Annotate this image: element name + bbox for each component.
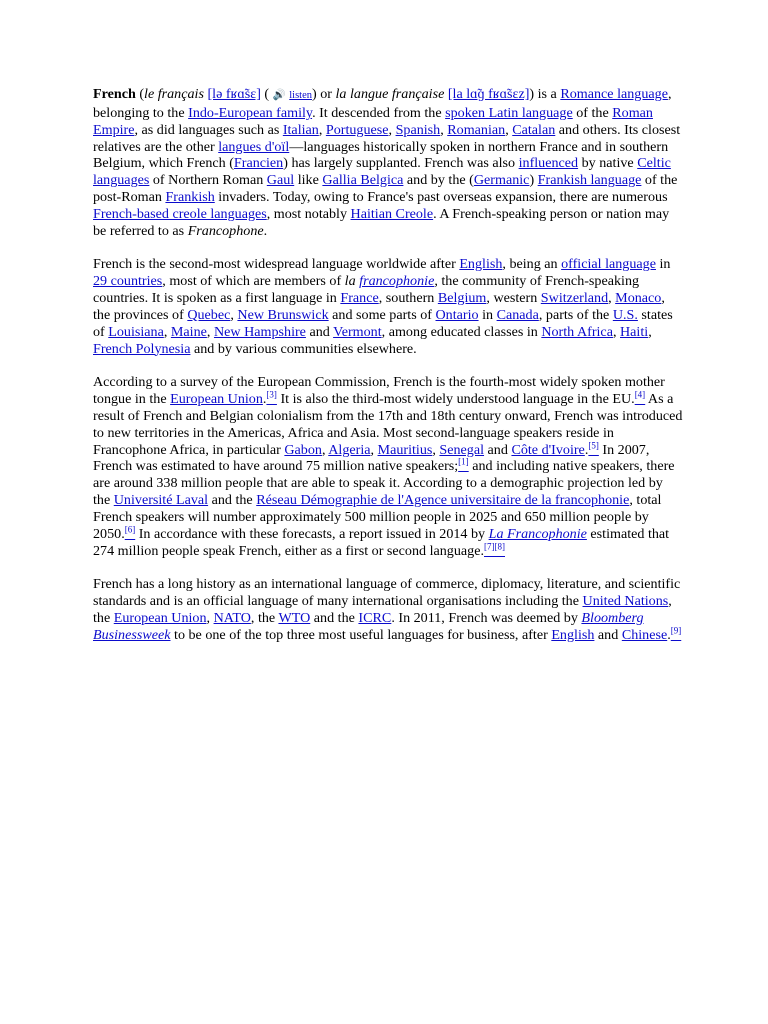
text: (	[260, 86, 273, 102]
speaker-icon: 🔊	[272, 90, 286, 101]
link-francophonie[interactable]	[359, 273, 434, 289]
link-new-hampshire[interactable]: New Hampshire	[213, 323, 306, 340]
text: and including native speakers, there are around 338 million people that are able to speak it. According to a demographic projection led by the	[93, 458, 675, 509]
text: and the	[310, 610, 359, 627]
text: estimated that 274 million people speak French, either as a first or second language.	[93, 525, 670, 559]
link-nato[interactable]: NATO	[213, 610, 251, 627]
link-text: francophonie	[359, 273, 435, 290]
text: ,	[388, 121, 396, 138]
link-italian[interactable]: Italian	[282, 121, 319, 138]
link-catalan[interactable]: Catalan	[512, 121, 556, 138]
text: .	[584, 441, 589, 458]
text: ) or	[312, 86, 336, 102]
text: like	[294, 172, 323, 189]
text: ,	[206, 323, 214, 340]
link-icrc[interactable]: ICRC	[358, 610, 392, 627]
link-switzerland[interactable]: Switzerland	[540, 290, 609, 307]
text: . In 2011, French was deemed by	[391, 610, 582, 627]
text: in	[655, 256, 671, 273]
text: .	[667, 626, 671, 643]
text: , as did languages such as	[134, 121, 283, 138]
link-cote-divoire[interactable]: Côte d'Ivoire	[511, 441, 585, 458]
link-la-francophonie[interactable]	[489, 526, 587, 542]
text: , most notably	[266, 205, 351, 222]
paragraph-international	[93, 576, 683, 643]
text: In 2007, French was estimated to have around 75 million native speakers;	[93, 441, 650, 475]
link-gaul[interactable]: Gaul	[266, 172, 295, 189]
text: , being an	[502, 256, 562, 273]
link-text: Bloomberg Businessweek	[93, 610, 644, 643]
text: —languages historically spoken in northern France and in southern Belgium, which French (	[93, 138, 669, 172]
ref-4[interactable]	[635, 391, 646, 407]
text: ) has largely supplanted. French was also	[283, 155, 519, 172]
link-spoken-latin[interactable]: spoken Latin language	[445, 104, 573, 121]
link-mauritius[interactable]: Mauritius	[377, 441, 433, 458]
link-haiti[interactable]: Haiti	[620, 323, 649, 340]
link-ipa-french[interactable]: [lə fʁɑ̃sɛ]	[207, 86, 261, 102]
text: and	[305, 323, 334, 340]
link-monaco[interactable]: Monaco	[615, 290, 662, 307]
citation: [8]	[494, 541, 505, 551]
link-new-brunswick[interactable]: New Brunswick	[237, 306, 329, 323]
link-reseau-demographie[interactable]: Réseau Démographie de l'Agence universitaire de la francophonie	[256, 492, 630, 509]
text-italic: la	[344, 273, 360, 290]
link-influenced[interactable]: influenced	[518, 155, 579, 172]
link-english[interactable]: English	[459, 256, 503, 273]
text: and	[484, 441, 512, 458]
ref-3[interactable]	[266, 391, 277, 407]
text: and some parts of	[328, 306, 436, 323]
text: , the	[250, 610, 279, 627]
citation: [9]	[670, 625, 682, 636]
link-germanic[interactable]: Germanic	[473, 172, 530, 189]
text: states of	[93, 306, 673, 340]
link-29-countries[interactable]: 29 countries	[93, 273, 163, 290]
paragraph-speakers	[93, 374, 683, 559]
ref-9[interactable]	[671, 627, 682, 643]
link-ipa-langue[interactable]: [la lɑ̃ɡ fʁɑ̃sɛz]	[447, 86, 530, 102]
link-celtic-languages[interactable]: Celtic languages	[93, 155, 671, 189]
text: ,	[648, 323, 652, 340]
text: , total French speakers will number approximately 500 million people in 2025 and 650 million people by 2050.	[93, 492, 662, 542]
link-english[interactable]: English	[551, 626, 595, 643]
text: ,	[432, 441, 440, 458]
citation: [6]	[124, 524, 136, 535]
text-italic: Francophone	[187, 222, 264, 239]
link-haitian-creole[interactable]: Haitian Creole	[350, 205, 434, 222]
link-frankish[interactable]: Frankish	[165, 189, 215, 206]
link-gallia-belgica[interactable]: Gallia Belgica	[322, 172, 404, 189]
link-european-union[interactable]: European Union	[170, 391, 263, 408]
paragraph-intro	[93, 86, 683, 240]
link-louisiana[interactable]: Louisiana	[108, 323, 164, 340]
link-maine[interactable]: Maine	[170, 323, 207, 340]
text: ,	[612, 323, 620, 340]
text: ,	[321, 441, 329, 458]
link-indo-european-family[interactable]: Indo-European family	[188, 104, 313, 121]
link-gabon[interactable]: Gabon	[284, 441, 322, 458]
text: ,	[608, 290, 616, 307]
text: to be one of the top three most useful languages for business, after	[170, 626, 552, 643]
text: invaders. Today, owing to France's past overseas expansion, there are numerous	[214, 189, 668, 206]
text: , the	[93, 593, 672, 627]
text: , parts of the	[538, 306, 613, 323]
link-ontario[interactable]: Ontario	[435, 306, 479, 323]
text: . It descended from the	[312, 104, 446, 121]
link-listen[interactable]: listen	[289, 90, 313, 101]
text: of the post-Roman	[93, 172, 678, 206]
link-north-africa[interactable]: North Africa	[541, 323, 613, 340]
text: ,	[163, 323, 171, 340]
link-francien[interactable]: Francien	[233, 155, 284, 172]
link-france[interactable]: France	[340, 290, 379, 307]
link-vermont[interactable]: Vermont	[333, 323, 382, 340]
citation: [1]	[458, 456, 469, 467]
text: of the	[572, 104, 613, 121]
text: )	[529, 172, 538, 189]
link-frankish-language[interactable]: Frankish language	[537, 172, 642, 189]
link-algeria[interactable]: Algeria	[328, 441, 371, 458]
link-canada[interactable]: Canada	[496, 306, 539, 323]
text: As a result of French and Belgian colonialism from the 17th and 18th century onward, French was introduced to new territories in the Americas, Africa and Asia. Most second-language speakers reside in Francophone Africa, in particular	[93, 391, 683, 458]
link-european-union[interactable]: European Union	[113, 610, 207, 627]
text: in	[478, 306, 497, 323]
paragraph-distribution	[93, 256, 683, 357]
text: ,	[440, 121, 448, 138]
link-romance-language[interactable]: Romance language	[560, 86, 668, 102]
article-body	[93, 86, 683, 661]
text: and by various communities elsewhere.	[190, 340, 417, 357]
link-portuguese[interactable]: Portuguese	[325, 121, 389, 138]
text: , the provinces of	[93, 290, 665, 323]
link-senegal[interactable]: Senegal	[439, 441, 485, 458]
link-french-polynesia[interactable]: French Polynesia	[93, 340, 191, 357]
link-wto[interactable]: WTO	[278, 610, 311, 627]
text: and others. Its closest relatives are the other	[93, 121, 681, 155]
text: (	[135, 86, 145, 102]
text: ) is a	[529, 86, 561, 102]
text: , western	[486, 290, 541, 307]
text-italic: la langue française	[335, 86, 445, 102]
text: and by the (	[403, 172, 474, 189]
link-us[interactable]: U.S.	[612, 306, 638, 323]
text: .	[262, 391, 267, 408]
text: , the community of French-speaking countries. It is spoken as a first language in	[93, 273, 640, 307]
text: .	[263, 222, 268, 239]
text: ,	[206, 610, 214, 627]
text: , most of which are members of	[162, 273, 345, 290]
text: of Northern Roman	[149, 172, 267, 189]
text: ,	[505, 121, 513, 138]
text: According to a survey of the European Commission, French is the fourth-most widely spoken mother tongue in the	[93, 374, 665, 408]
link-french-creole[interactable]: French-based creole languages	[93, 205, 267, 222]
text: ,	[230, 306, 238, 323]
text: ,	[370, 441, 378, 458]
text: French is the second-most widespread language worldwide after	[93, 256, 460, 273]
citation: [4]	[634, 389, 646, 400]
text: In accordance with these forecasts, a report issued in 2014 by	[135, 525, 489, 542]
link-official-language[interactable]: official language	[561, 256, 656, 273]
text-italic: le français	[144, 86, 204, 102]
link-text: La Francophonie	[488, 525, 587, 542]
link-langues-doil[interactable]: langues d'oïl	[218, 138, 290, 155]
text: , southern	[378, 290, 438, 307]
ref-6[interactable]	[125, 526, 136, 542]
text: by native	[578, 155, 638, 172]
term-french: French	[93, 86, 136, 102]
ref-8[interactable]	[495, 543, 506, 559]
link-belgium[interactable]: Belgium	[437, 290, 487, 307]
link-united-nations[interactable]: United Nations	[582, 593, 669, 610]
link-quebec[interactable]: Quebec	[187, 306, 231, 323]
link-universite-laval[interactable]: Université Laval	[113, 492, 209, 509]
ref-5[interactable]	[588, 439, 599, 458]
text: ,	[318, 121, 326, 138]
citation: [5]	[588, 439, 599, 450]
ref-1[interactable]	[458, 458, 469, 474]
text: . A French-speaking person or nation may be referred to as	[93, 205, 670, 239]
link-roman-empire[interactable]: Roman Empire	[93, 104, 653, 138]
citation: [7]	[484, 541, 495, 551]
link-spanish[interactable]: Spanish	[395, 121, 441, 138]
text: , among educated classes in	[381, 323, 542, 340]
ref-7[interactable]	[484, 543, 495, 559]
citation: [3]	[266, 389, 277, 400]
link-romanian[interactable]: Romanian	[447, 121, 506, 138]
text: and the	[208, 492, 257, 509]
link-chinese[interactable]: Chinese	[621, 626, 668, 643]
text: , belonging to the	[93, 86, 672, 121]
text: French has a long history as an international language of commerce, diplomacy, literature, and scientific standards and is an official language of many international organisations including the	[93, 576, 681, 610]
text: and	[594, 626, 622, 643]
text: It is also the third-most widely understood language in the EU.	[276, 391, 635, 408]
